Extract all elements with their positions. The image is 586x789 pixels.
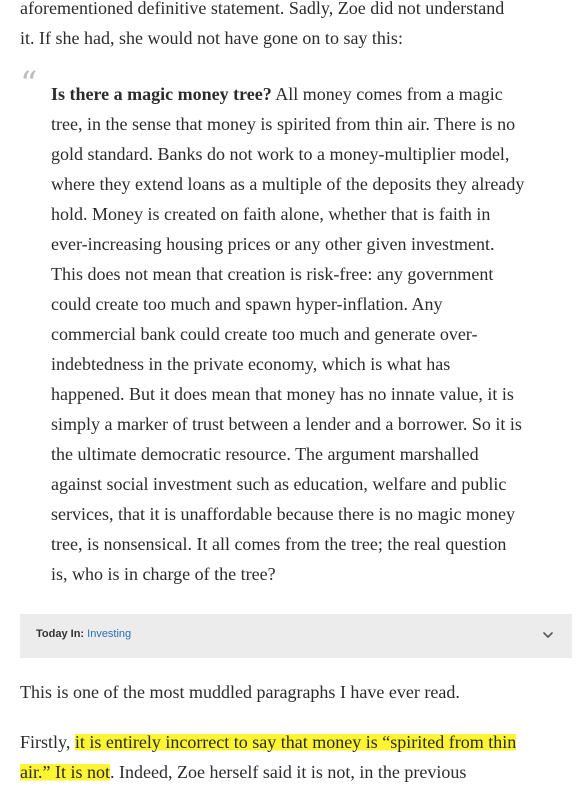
muddled-line: This is one of the most muddled paragraphs I have ever read. (20, 682, 460, 702)
quote-line: tree, in the sense that money is spirited from thin air. There is no (51, 114, 516, 134)
quote-line: gold standard. Banks do not work to a money-multiplier model, (51, 144, 510, 164)
quote-line: happened. But it does mean that money has no innate value, it is (51, 384, 514, 404)
today-in-bar[interactable] (20, 614, 572, 658)
muddled-paragraph (20, 677, 576, 707)
quote-heading: Is there a magic money tree? (51, 84, 272, 104)
firstly-lead: Firstly, (20, 732, 75, 752)
quote-line: could create too much and spawn hyper-inflation. Any (51, 294, 443, 314)
intro-line: it. If she had, she would not have gone on to say this: (20, 28, 403, 48)
firstly-paragraph (20, 727, 576, 787)
today-in-label (36, 628, 131, 640)
quote-line: is, who is in charge of the tree? (51, 564, 276, 584)
quote-line: the ultimate democratic resource. The argument marshalled (51, 444, 479, 464)
firstly-line-1 (20, 727, 576, 757)
quote-line: services, that it is unaffordable because there is no magic money (51, 504, 516, 524)
quote-line: indebtedness in the private economy, which is what has (51, 354, 451, 374)
firstly-line-2 (20, 757, 576, 787)
quote-line: tree, is nonsensical. It all comes from the tree; the real question (51, 534, 507, 554)
intro-paragraph (20, 0, 576, 53)
quote-line: simply a marker of trust between a lender and a borrower. So it is (51, 414, 522, 434)
quote-first-line-rest: All money comes from a magic (271, 84, 503, 104)
quote-mark-icon: “ (20, 64, 38, 104)
quote-line (51, 79, 581, 109)
quote-line: where they extend loans as a multiple of the deposits they already (51, 174, 525, 194)
quote-line: against social investment such as education, welfare and public (51, 474, 507, 494)
today-in-link[interactable]: Investing (87, 628, 132, 640)
firstly-rest: . Indeed, Zoe herself said it is not, in the previous (109, 762, 467, 782)
highlighted-text: it is entirely incorrect to say that money is “spirited from thin (74, 732, 517, 752)
quote-line: This does not mean that creation is risk-free: any government (51, 264, 494, 284)
quote-line: commercial bank could create too much and generate over- (51, 324, 478, 344)
intro-line: aforementioned definitive statement. Sadly, Zoe did not understand (20, 0, 505, 18)
today-in-prefix: Today In: (36, 628, 85, 640)
pull-quote (51, 79, 581, 589)
quote-line: ever-increasing housing prices or any other given investment. (51, 234, 495, 254)
chevron-down-icon[interactable] (542, 629, 554, 641)
highlighted-text: air.” It is not (20, 762, 110, 782)
quote-line: hold. Money is created on faith alone, whether that is faith in (51, 204, 491, 224)
